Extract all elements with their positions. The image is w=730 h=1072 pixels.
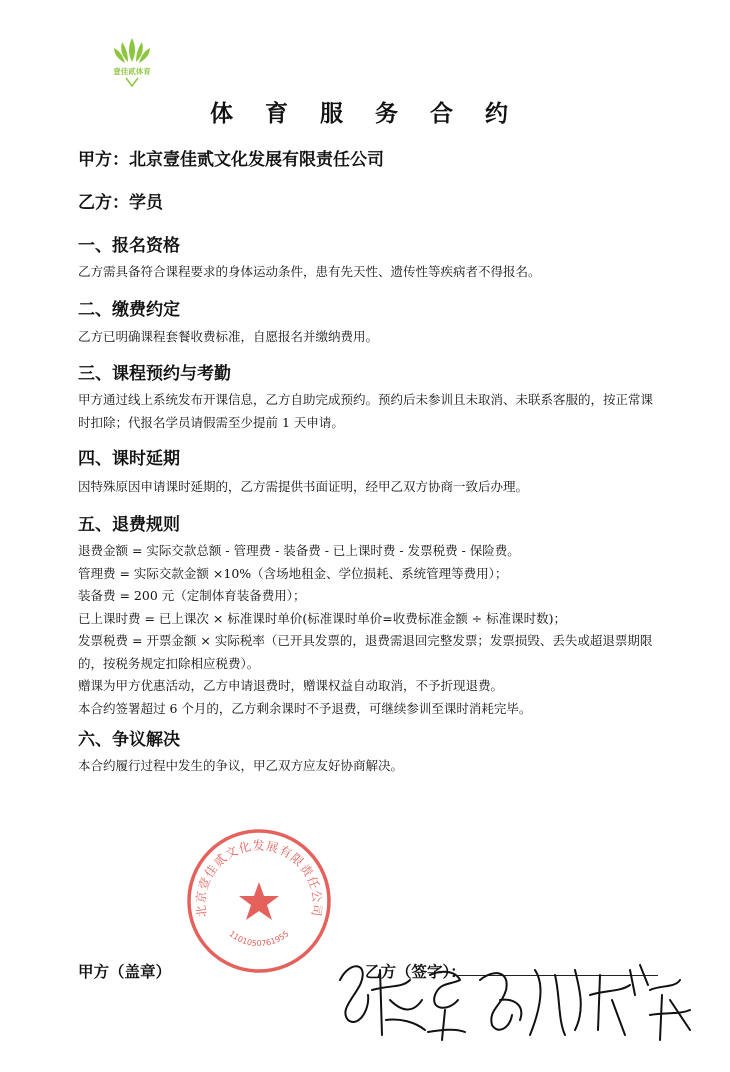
section-body-3 [78, 389, 653, 434]
party-b: 乙方：学员 [78, 193, 163, 213]
section-line: 乙方已明确课程套餐收费标准，自愿报名并缴纳费用。 [78, 329, 379, 344]
section-heading-4: 四、课时延期 [78, 449, 180, 469]
logo-text: 壹佳贰体育 [113, 67, 151, 76]
section-line: 装备费 = 200 元（定制体育装备费用）； [78, 588, 306, 603]
section-line: 本合约签署超过 6 个月的，乙方剩余课时不予退费，可继续参训至课时消耗完毕。 [78, 700, 532, 716]
section-heading-1: 一、报名资格 [78, 236, 180, 256]
section-body-5 [78, 540, 653, 720]
section-line: 退费金额 = 实际交款总额 - 管理费 - 装备费 - 已上课时费 - 发票税费 - 保险费。 [78, 543, 520, 558]
party-b-sign-label: 乙方（签字）： [365, 963, 466, 981]
section-heading-6: 六、争议解决 [78, 730, 180, 750]
document-title: 体 育 服 务 合 约 [209, 100, 521, 127]
seal-number: 1101050761955 [227, 929, 291, 949]
section-heading-3: 三、课程预约与考勤 [78, 364, 231, 384]
section-heading-5: 五、退费规则 [78, 515, 180, 535]
handwritten-signature [330, 940, 710, 1050]
section-line: 本合约履行过程中发生的争议，甲乙双方应友好协商解决。 [78, 758, 404, 773]
section-line: 管理费 = 实际交款金额 ×10%（含场地租金、学位损耗、系统管理等费用）； [78, 565, 508, 581]
party-a: 甲方：北京壹佳贰文化发展有限责任公司 [78, 150, 384, 170]
company-seal [184, 826, 334, 976]
section-body-6 [78, 755, 653, 778]
section-line: 发票税费 = 开票金额 × 实际税率（已开具发票的，退费需退回完整发票；发票损毁、丢失或超退票期限的，按税务规定扣除相应税费）。 [78, 633, 653, 671]
section-line: 甲方通过线上系统发布开课信息，乙方自助完成预约。预约后未参训且未取消、未联系客服的，按正常课时扣除；代报名学员请假需至少提前 1 天申请。 [78, 392, 654, 430]
section-line: 因特殊原因申请课时延期的，乙方需提供书面证明，经甲乙双方协商一致后办理。 [78, 479, 529, 494]
section-body-1 [78, 261, 653, 284]
seal-name: 北京壹佳贰文化发展有限责任公司 [193, 838, 325, 919]
section-body-2 [78, 326, 653, 349]
section-body-4 [78, 476, 653, 499]
company-logo [108, 36, 156, 88]
svg-text:1101050761955 [227, 929, 290, 948]
party-a-sign-label: 甲方（盖章） [78, 963, 172, 981]
section-line: 已上课时费 = 已上课次 × 标准课时单价(标准课时单价=收费标准金额 ÷ 标准课时数)； [78, 610, 566, 626]
section-line: 赠课为甲方优惠活动，乙方申请退费时，赠课权益自动取消，不予折现退费。 [78, 678, 504, 693]
section-line: 乙方需具备符合课程要求的身体运动条件，患有先天性、遗传性等疾病者不得报名。 [78, 264, 541, 279]
section-heading-2: 二、缴费约定 [78, 300, 180, 320]
